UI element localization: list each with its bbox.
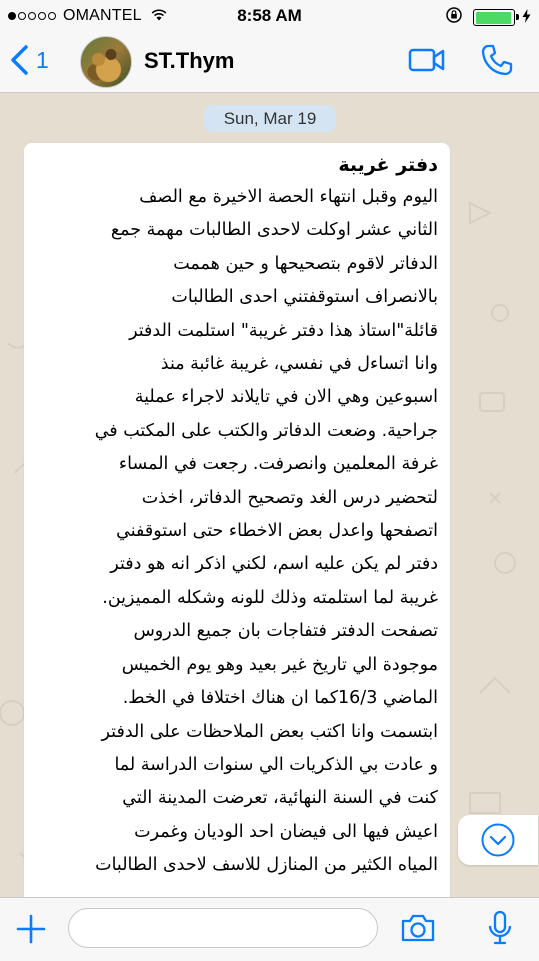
message-line: تصفحت الدفتر فتفاجات بان جميع الدروس bbox=[133, 621, 438, 642]
chevron-down-circle-icon bbox=[480, 822, 516, 858]
clock-time: 8:58 AM bbox=[237, 6, 302, 25]
message-line: اتصفحها واعدل بعض الاخطاء حتى استوقفني bbox=[116, 521, 438, 542]
message-line: لتحضير درس الغد وتصحيح الدفاتر، اخذت bbox=[141, 487, 438, 508]
carrier-name: OMANTEL bbox=[63, 7, 142, 24]
plus-icon bbox=[14, 912, 48, 946]
camera-icon bbox=[400, 913, 436, 943]
voice-call-button[interactable] bbox=[480, 43, 514, 82]
unread-count: 1 bbox=[36, 46, 49, 73]
microphone-icon bbox=[486, 910, 514, 946]
back-button[interactable] bbox=[10, 44, 49, 76]
message-line: دفتر لم يكن عليه اسم، لكني اذكر انه هو دفتر bbox=[110, 554, 438, 575]
chat-area[interactable] bbox=[0, 93, 539, 897]
message-line: اليوم وقبل انتهاء الحصة الاخيرة مع الصف bbox=[139, 187, 438, 207]
video-call-button[interactable] bbox=[408, 45, 446, 80]
orientation-lock-icon bbox=[445, 6, 463, 29]
charging-icon bbox=[522, 8, 531, 28]
scroll-to-bottom-button[interactable] bbox=[458, 815, 538, 865]
message-line: كنت في السنة النهائية، تعرضت المدينة التي bbox=[122, 788, 438, 809]
message-line: اسبوعين وهي الان في تايلاند لاجراء عملية bbox=[134, 387, 438, 408]
video-call-icon bbox=[408, 45, 446, 75]
chat-header bbox=[0, 32, 539, 93]
message-input[interactable] bbox=[68, 908, 378, 948]
composer-bar bbox=[0, 897, 539, 961]
message-line: الثاني عشر اوكلت لاحدى الطالبات مهمة جمع bbox=[110, 220, 438, 241]
message-title: دفتر غريبة bbox=[338, 154, 438, 176]
message-line: الماضي 16/3كما ان هناك اختلافا في الخط. bbox=[122, 688, 438, 709]
camera-button[interactable] bbox=[400, 913, 436, 948]
message-line: غرفة المعلمين وانصرفت. رجعت في المساء bbox=[118, 454, 438, 475]
message-line: المياه الكثير من المنازل للاسف لاحدى الطالبات bbox=[95, 855, 438, 876]
message-line: الدفاتر لاقوم بتصحيحها و حين هممت bbox=[173, 253, 438, 274]
phone-icon bbox=[480, 43, 514, 77]
attach-button[interactable] bbox=[14, 912, 48, 951]
message-line: غريبة لما استلمته وذلك للونه وشكله المميزين. bbox=[102, 587, 438, 608]
message-line: ابتسمت وانا اكتب بعض الملاحظات على الدفتر bbox=[101, 721, 438, 742]
back-chevron-icon bbox=[10, 44, 30, 76]
message-line: جراحية. وضعت الدفاتر والكتب على المكتب في bbox=[94, 420, 438, 441]
contact-name[interactable]: ST.Thym bbox=[144, 48, 235, 73]
status-bar bbox=[0, 0, 539, 32]
message-line: اعيش فيها الى فيضان احد الوديان وغمرت bbox=[134, 821, 438, 842]
message-line: و عادت بي الذكريات الي سنوات الدراسة لما bbox=[114, 754, 438, 775]
message-bubble[interactable] bbox=[24, 143, 450, 897]
message-line: قائلة"استاذ هذا دفتر غريبة" استلمت الدفتر bbox=[129, 320, 438, 341]
battery-icon bbox=[473, 9, 515, 26]
avatar[interactable] bbox=[80, 36, 132, 88]
message-line: وانا اتساءل في نفسي، غريبة غائبة منذ bbox=[160, 354, 438, 375]
date-separator: Sun, Mar 19 bbox=[204, 105, 336, 132]
message-line: موجودة الي تاريخ غير بعيد وهو يوم الخميس bbox=[121, 654, 438, 675]
message-line: بالانصراف استوقفتني احدى الطالبات bbox=[171, 287, 438, 308]
microphone-button[interactable] bbox=[486, 910, 514, 951]
